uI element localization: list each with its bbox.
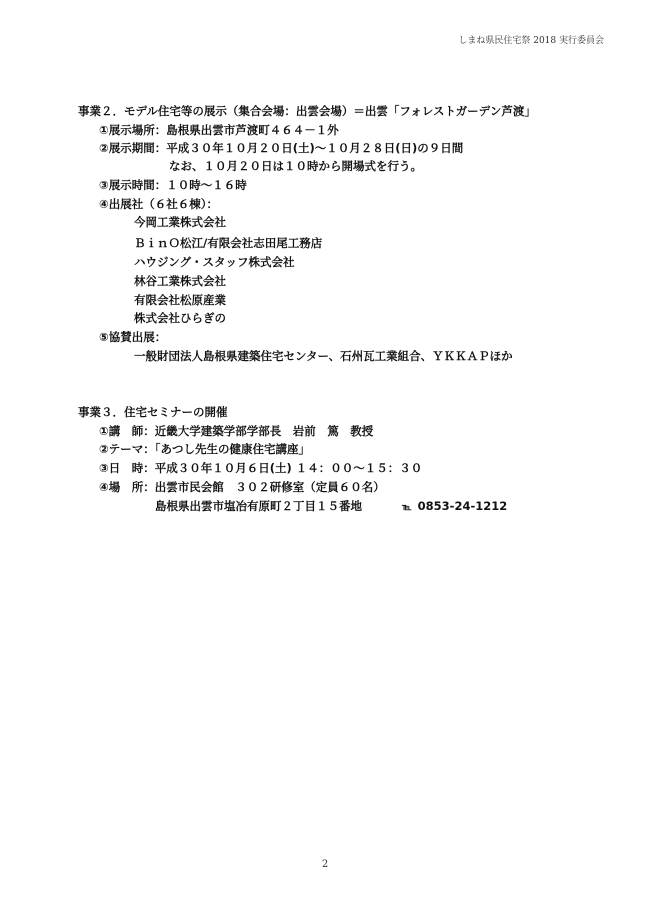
- section3-address: 島根県出雲市塩冶有原町２丁目１５番地: [155, 499, 362, 513]
- section2-location: ①展示場所：島根県出雲市芦渡町４６４－１外: [99, 123, 339, 137]
- section3-date: ③日 時：平成３０年１０月６日(土) １４：００～１５：３０: [99, 461, 423, 475]
- section2-period: ②展示期間：平成３０年１０月２０日(土)～１０月２８日(日)の９日間: [99, 141, 464, 155]
- section2-hours: ③展示時間：１０時～１６時: [99, 178, 247, 192]
- section3-venue: ④場 所：出雲市民会館 ３０２研修室（定員６０名）: [99, 480, 385, 494]
- section2-sponsors: 一般財団法人島根県建築住宅センター、石州瓦工業組合、ＹＫＫＡＰほか: [134, 349, 513, 363]
- section3-address-line: [155, 498, 507, 514]
- exhibitor-item: ＢｉｎＯ松江/有限会社志田尾工務店: [134, 236, 323, 250]
- telephone-icon: ℡: [402, 503, 412, 513]
- section3-lecturer: ①講 師：近畿大学建築学部学部長 岩前 篤 教授: [99, 424, 374, 438]
- page-number: 2: [321, 859, 329, 870]
- section2-title: 事業２．モデル住宅等の展示（集合会場：出雲会場）＝出雲「フォレストガーデン芦渡」: [78, 104, 536, 118]
- section2-sponsors-label: ⑤協賛出展：: [99, 330, 167, 344]
- exhibitor-item: 株式会社ひらぎの: [134, 311, 226, 325]
- section3-title: 事業３．住宅セミナーの開催: [78, 405, 228, 419]
- exhibitor-item: 今岡工業株式会社: [134, 215, 226, 229]
- document-header: しまね県民住宅祭 2018 実行委員会: [458, 36, 604, 46]
- section3-theme: ②テーマ：「あつし先生の健康住宅講座」: [99, 442, 310, 456]
- exhibitor-item: 林谷工業株式会社: [134, 274, 226, 288]
- exhibitor-item: ハウジング・スタッフ株式会社: [134, 255, 295, 269]
- section2-exhibitors-label: ④出展社（６社６棟）：: [99, 197, 218, 211]
- exhibitor-item: 有限会社松原産業: [134, 293, 226, 307]
- section2-period-note: なお、１０月２０日は１０時から開場式を行う。: [169, 159, 422, 173]
- section3-tel: 0853-24-1212: [417, 499, 508, 513]
